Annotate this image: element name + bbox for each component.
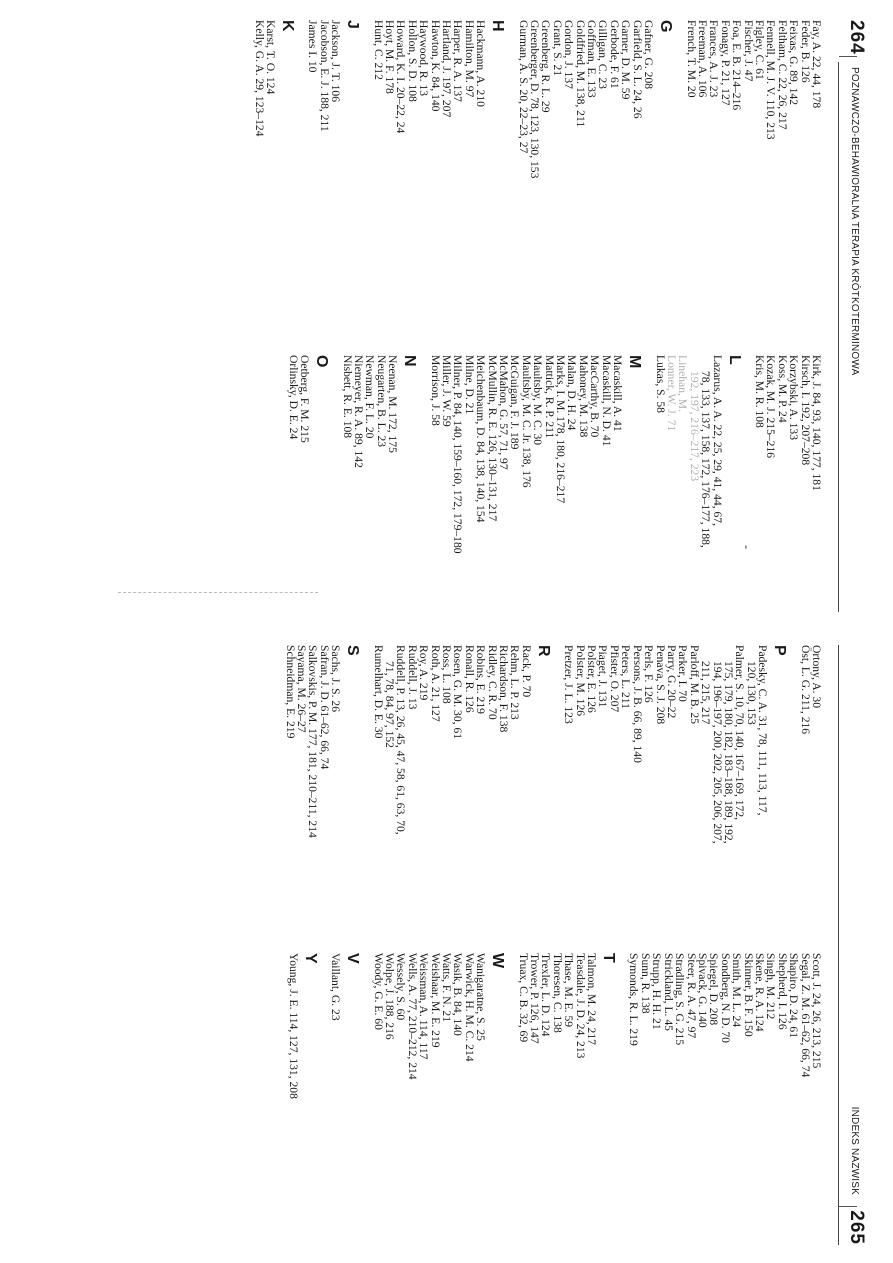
index-entry: Weissman, A. 114, 117: [417, 953, 431, 1060]
index-entry: Howard, K. I. 20–22, 24: [394, 20, 408, 134]
index-entry: Fonagy, P. 21, 127: [718, 20, 732, 106]
index-entry: Polster, E. 126: [585, 645, 599, 713]
index-entry-continuation: 71, 78, 84, 97, 152: [383, 661, 396, 748]
index-entry: Kirk, J. 84, 93, 140, 177, 181: [810, 355, 823, 491]
section-letter: V: [344, 953, 362, 964]
index-entry: Malan, D. H. 24: [565, 355, 579, 431]
index-entry: Greenberg, R. L. 29: [539, 20, 553, 113]
index-entry: Hamilton, M. 97: [462, 20, 476, 98]
index-entry: Jacobson, E. J. 188, 211: [317, 20, 331, 132]
section-letter: K: [278, 20, 296, 32]
section-letter: J: [344, 20, 362, 29]
section-letter: H: [489, 20, 507, 32]
section-letter: G: [657, 20, 675, 33]
index-entry: Ortony, A. 30: [810, 645, 823, 709]
index-entry: Feltham, C. 22, 26, 217: [775, 20, 789, 130]
index-entry-continuation: 175, 179, 180, 182, 183–188, 189, 192,: [721, 661, 735, 844]
index-entry: Ruddell, J. 13: [405, 645, 419, 710]
index-entry: Neenan, M. 172, 175: [386, 355, 400, 453]
section-letter: S: [344, 645, 362, 656]
index-entry: Korzybski, A. 133: [787, 355, 801, 441]
index-entry: Miller, J. W. 59: [440, 355, 454, 427]
index-entry: Freeman, A. 106: [695, 20, 709, 98]
index-column: [287, 355, 822, 554]
index-entry: Salkovskis, P. M. 177, 181, 210–211, 214: [306, 645, 320, 838]
index-entry: Kelly, G. A. 29, 123–124: [252, 20, 266, 137]
index-entry: Feixas, G. 89, 142: [787, 20, 801, 106]
index-entry: Figley, C. 61: [752, 20, 766, 80]
index-entry: Strupp, H. H. 21: [650, 953, 664, 1030]
index-entry: Wasik, B. 84, 140: [451, 953, 465, 1036]
section-letter: P: [771, 645, 789, 656]
index-entry: Wolpe, J. 188, 216: [383, 953, 396, 1040]
index-entry: Hartland, J. 197, 207: [440, 20, 454, 118]
index-entry: Robins, E. 219: [474, 645, 488, 714]
index-entry: Öst, L. G. 211, 216: [798, 645, 812, 735]
index-entry: Persons, J. B. 66, 89, 140: [630, 645, 644, 763]
index-entry: Harper, R. A. 137: [451, 20, 465, 102]
index-entry: Peters, L. 211: [619, 645, 633, 709]
index-entry: Fischer, J. 47: [741, 20, 755, 82]
index-entry: Meichenbaum, D. 84, 138, 140, 154: [474, 355, 488, 523]
index-entry: Kirsch, I. 192, 207–208: [798, 355, 812, 466]
index-entry: Niemeyer, R. A. 89, 142: [352, 355, 365, 468]
index-entry: Gilligan, C. 23: [596, 20, 610, 89]
section-letter: O: [313, 355, 331, 368]
index-entry: Strickland, L. 45: [661, 953, 675, 1031]
index-entry: Maultsby, M. C. 30: [531, 355, 545, 446]
running-head: POZNAWCZO-BEHAWIORALNA TERAPIA KRÓTKOTERMINOWA: [849, 67, 860, 376]
index-entry: Segal, Z. M. 61–62, 66, 74: [798, 953, 812, 1078]
index-entry: Grant, S. 21: [550, 20, 564, 77]
index-entry: Rosen, G. M. 30, 61: [451, 645, 465, 740]
index-entry: Goldfried, M. 138, 211: [573, 20, 587, 128]
index-entry: Morrison, J. 58: [428, 355, 442, 426]
index-entry: Ronall, R. 126: [462, 645, 476, 713]
pencil-mark: -: [740, 545, 754, 549]
index-entry: Jackson, J. T. 106: [329, 20, 343, 103]
index-entry: Parloff, M. B. 25: [687, 645, 701, 725]
index-entry: Hawton, K. 84, 140: [428, 20, 442, 112]
index-entry: Milne, D. 21: [462, 355, 476, 415]
index-entry: Roth, A. 21, 127: [428, 645, 442, 722]
index-entry: Milner, P. 84, 140, 159–160, 172, 179–180: [451, 355, 465, 554]
index-entry: Steer, R. A. 47, 97: [684, 953, 698, 1039]
index-entry: Rehm, L. P. 213: [508, 645, 522, 720]
index-entry: McMullin, R. E. 126, 130–131, 217: [485, 355, 499, 522]
index-entry: Lonner, W. J. 71: [664, 355, 678, 432]
index-entry: Sachs, J. S. 26: [329, 645, 343, 712]
index-entry: Skinner, B. F. 150: [741, 953, 755, 1037]
index-entry: Pfister, O. 207: [607, 645, 621, 713]
index-entry: Ross, L. 108: [440, 645, 454, 704]
right-page: [25, 645, 865, 1245]
index-entry: Ruddell, P. 13, 26, 45, 47, 58, 61, 63, 70,: [394, 645, 408, 835]
index-entry: Trexler, L. D. 124: [539, 953, 553, 1037]
index-entry: Richardson, F. 138: [497, 645, 511, 733]
index-entry: Hackmann, A. 210: [474, 20, 488, 107]
index-entry: Marks, I. M. 178, 180, 216–217: [554, 355, 568, 504]
index-entry: Stradling, S. G. 215: [673, 953, 687, 1046]
index-entry: Gurman, A. S. 20, 22–23, 27: [516, 20, 530, 154]
index-entry: Shapiro, D. 24, 61: [787, 953, 801, 1039]
index-entry: Lukas, S. 58: [653, 355, 667, 413]
header-divider: [839, 56, 857, 57]
section-letter: N: [401, 355, 419, 367]
index-entry-continuation: 211, 215, 217: [699, 661, 713, 725]
index-entry: Palmer, S. 10, 70, 140, 167–169, 172,: [733, 645, 747, 821]
section-letter: M: [626, 355, 644, 369]
index-entry: Safran, J. D. 61–62, 66, 74: [317, 645, 331, 770]
index-entry: Frances, A. J. 23: [707, 20, 721, 98]
left-page: [25, 20, 865, 612]
index-entry-continuation: 194, 196–197, 200, 202, 205, 206, 207,: [710, 661, 724, 844]
index-entry: Newman, F. L. 20: [363, 355, 377, 439]
index-entry-continuation: 192, 197, 216–217, 223: [687, 371, 701, 482]
index-entry: Thoresen, C. 138: [550, 953, 564, 1033]
index-entry: Kris, M. R. 108: [752, 355, 766, 428]
index-entry: Karst, T. O. 124: [263, 20, 277, 95]
index-entry-continuation: 78, 133, 137, 158, 172, 176–177, 188,: [699, 371, 713, 548]
index-entry: Sayama, M. 26–27: [294, 645, 308, 733]
index-entry: Piaget, J. 131: [596, 645, 610, 708]
page-number: 264: [846, 20, 867, 55]
index-entry: Rumelhart, D. E. 30: [371, 645, 385, 739]
index-entry: Schneidman, E. 219: [283, 645, 297, 739]
index-entry: Linehan, M.: [676, 355, 690, 412]
index-entry: Kozak, M. J. 215–216: [764, 355, 778, 459]
page-number: 265: [846, 1210, 867, 1245]
index-entry: Pretzer, J. L. 123: [562, 645, 576, 724]
index-entry: Parry, G. 20–22: [664, 645, 678, 719]
index-entry: Woody, G. E. 60: [371, 953, 385, 1030]
right-page-header: [841, 645, 865, 1245]
index-entry: Wells, A. 77, 210–212, 214: [405, 953, 419, 1080]
index-entry: Scott, J. 24, 26, 213, 215: [810, 953, 823, 1069]
index-entry: Neugarten, B. L. 23: [374, 355, 388, 448]
index-entry: Polster, M. 126: [573, 645, 587, 717]
index-entry: Macaskill, N. D. 41: [599, 355, 613, 447]
index-entry: Hunt, C. 212: [371, 20, 385, 80]
index-entry: Truax, C. B. 32, 69: [516, 953, 530, 1043]
scan-artifact: [118, 592, 318, 594]
header-divider: [839, 1206, 857, 1207]
index-entry: McGuigan, F. J. 189: [508, 355, 522, 450]
section-letter: W: [489, 953, 507, 969]
index-entry: Spivack, G. 140: [695, 953, 709, 1028]
index-entry: Haywood, R. 13: [417, 20, 431, 96]
index-entry: Goffman, E. 133: [585, 20, 599, 98]
index-entry: Singh, M. 212: [764, 953, 778, 1020]
index-entry: Macaskill, A. 41: [611, 355, 625, 432]
index-entry: Roy, A. 219: [417, 645, 431, 701]
index-entry: Nisbett, R. E. 108: [340, 355, 354, 439]
index-entry: Young, J. E. 114, 127, 131, 208: [286, 953, 300, 1099]
index-entry: Perls, F. 126: [642, 645, 656, 703]
index-entry: Shepherd, I. 126: [775, 953, 789, 1030]
index-entry: Gerbode, F. 61: [607, 20, 621, 89]
section-letter: T: [600, 953, 618, 963]
index-entry: Feder, B. 126: [798, 20, 812, 83]
index-entry: Trower, P. 126, 147: [528, 953, 542, 1044]
index-entry: Foa, E. B. 214–216: [730, 20, 744, 111]
index-entry: Parker, I. 70: [676, 645, 690, 702]
index-entry: Watts, F. N. 21: [440, 953, 454, 1022]
index-entry: Garner, D. M. 59: [619, 20, 633, 100]
section-letter: R: [534, 645, 552, 657]
index-entry: Smith, M. L. 24: [730, 953, 744, 1028]
index-entry: Gordon, J. 137: [562, 20, 576, 89]
index-entry: Ridley, C. R. 70: [485, 645, 499, 720]
left-page-header: [841, 20, 865, 612]
index-entry: Teasdale, J. D. 24, 213: [573, 953, 587, 1059]
index-entry: French, T. M. 20: [684, 20, 698, 98]
index-column: [284, 645, 822, 844]
index-entry: Mattick, R. P. 211: [542, 355, 556, 439]
index-entry: Wanigaratne, S. 25: [474, 953, 488, 1041]
index-entry: Talmon, M. 24, 217: [585, 953, 599, 1045]
index-entry: Padesky, C. A. 31, 78, 111, 113, 117,: [756, 645, 770, 816]
index-entry: Hoyt, M. F. 178: [383, 20, 396, 94]
index-entry: Sondberg, N. D. 70: [718, 953, 732, 1043]
index-entry: Sunn, R. 138: [638, 953, 652, 1014]
index-entry-continuation: 120, 130, 153: [744, 661, 758, 725]
section-letter: L: [725, 355, 743, 365]
section-letter: Y: [301, 953, 319, 964]
index-entry: Rack, P. 70: [519, 645, 533, 698]
index-entry: Orlinsky, D. E. 24: [286, 355, 300, 440]
index-entry: Thase, M. E. 59: [562, 953, 576, 1028]
index-entry: Spiegel, D. 208: [707, 953, 721, 1026]
index-entry: Mahoney, M. 138: [576, 355, 590, 438]
index-entry: McMahon, G. 57, 71, 97: [497, 355, 511, 470]
index-column: [253, 20, 822, 178]
index-entry: Greenberger, D. 78, 123, 130, 153: [528, 20, 542, 179]
index-entry: Koss, M. P. 24: [775, 355, 789, 423]
running-head: INDEKS NAZWISK: [849, 1106, 860, 1195]
index-entry: Skene, R. A. 124: [752, 953, 766, 1032]
index-entry: Symonds, R. L. 219: [627, 953, 641, 1046]
index-entry: Hollon, S. D. 108: [405, 20, 419, 102]
index-entry: Oetberg, F. M. 215: [298, 355, 312, 443]
header-rule: [838, 645, 839, 1245]
header-rule: [838, 62, 839, 612]
index-entry: Fay, A. 22, 44, 178: [810, 20, 823, 109]
index-column: [287, 953, 822, 1099]
index-entry: Lazarus, A. A. 22, 25, 29, 41, 44, 67,: [710, 355, 724, 526]
index-entry: MacCarthy, B. 70: [588, 355, 602, 438]
index-entry: Vaillant, G. 23: [329, 953, 343, 1021]
index-entry: Penava, S. J. 208: [653, 645, 667, 725]
index-entry: Garfield, S. L. 24, 26: [630, 20, 644, 119]
index-entry: James I. 10: [306, 20, 320, 73]
index-entry: Gafner, G. 208: [642, 20, 656, 90]
index-entry: Weishaar, M. E. 219: [428, 953, 442, 1048]
index-entry: Fennell, M. J. V. 110, 213: [764, 20, 778, 140]
index-entry: Maultsby, M. C. Jr. 138, 176: [519, 355, 533, 488]
index-entry: Wessely, S. 60: [394, 953, 408, 1021]
index-entry: Warwick, H. M. C. 214: [462, 953, 476, 1062]
